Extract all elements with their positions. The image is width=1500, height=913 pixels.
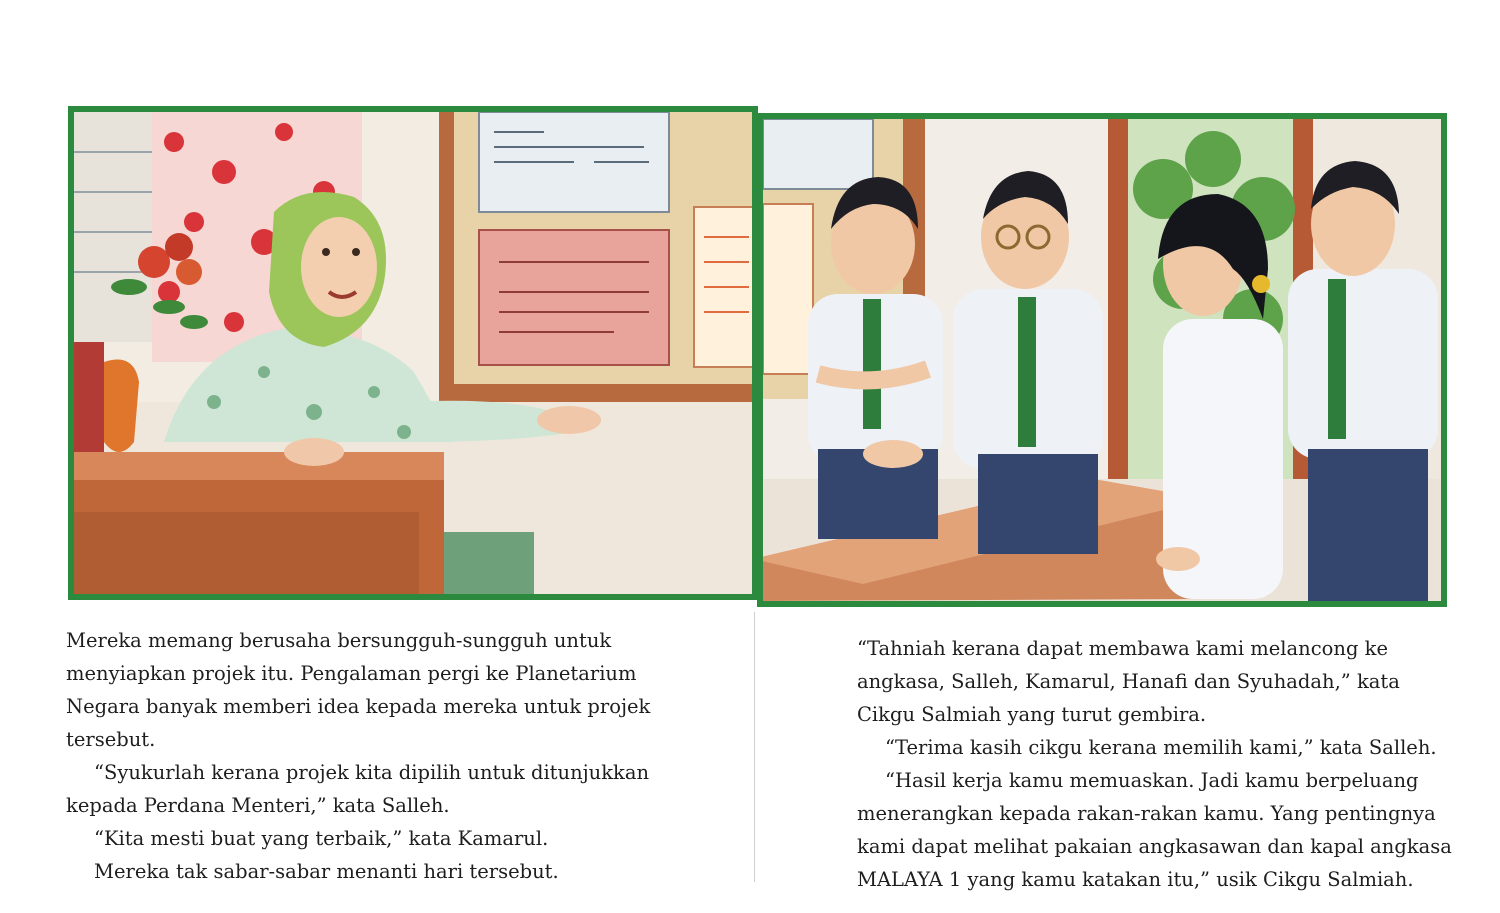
left-paragraph-2: “Syukurlah kerana projek kita dipilih untuk ditunjukkan kepada Perdana Menteri,” kata Salleh. (66, 761, 650, 817)
right-paragraph-2: “Terima kasih cikgu kerana memilih kami,” kata Salleh. (885, 736, 1437, 759)
teacher-illustration (74, 112, 752, 594)
right-paragraph-1: “Tahniah kerana dapat membawa kami melancong ke angkasa, Salleh, Kamarul, Hanafi dan Syuhadah,” kata Cikgu Salmiah yang turut gembira. (857, 637, 1400, 726)
left-illustration (68, 106, 758, 600)
right-paragraph-3: “Hasil kerja kamu memuaskan. Jadi kamu berpeluang menerangkan kepada rakan-rakan kamu. Yang pentingnya kami dapat melihat pakaian angkasawan dan kapal angkasa MALAYA 1 yang kamu katakan itu,” usik Cikgu Salmiah. (857, 769, 1452, 891)
book-spine (754, 612, 755, 882)
left-page-text (66, 624, 706, 888)
left-paragraph-4: Mereka tak sabar-sabar menanti hari tersebut. (94, 860, 559, 883)
left-paragraph-1: Mereka memang berusaha bersungguh-sungguh untuk menyiapkan projek itu. Pengalaman pergi ke Planetarium Negara banyak memberi idea kepada mereka untuk projek tersebut. (66, 629, 651, 751)
right-page-text (857, 632, 1457, 896)
left-paragraph-3: “Kita mesti buat yang terbaik,” kata Kamarul. (94, 827, 549, 850)
students-illustration (763, 119, 1441, 601)
right-illustration (757, 113, 1447, 607)
